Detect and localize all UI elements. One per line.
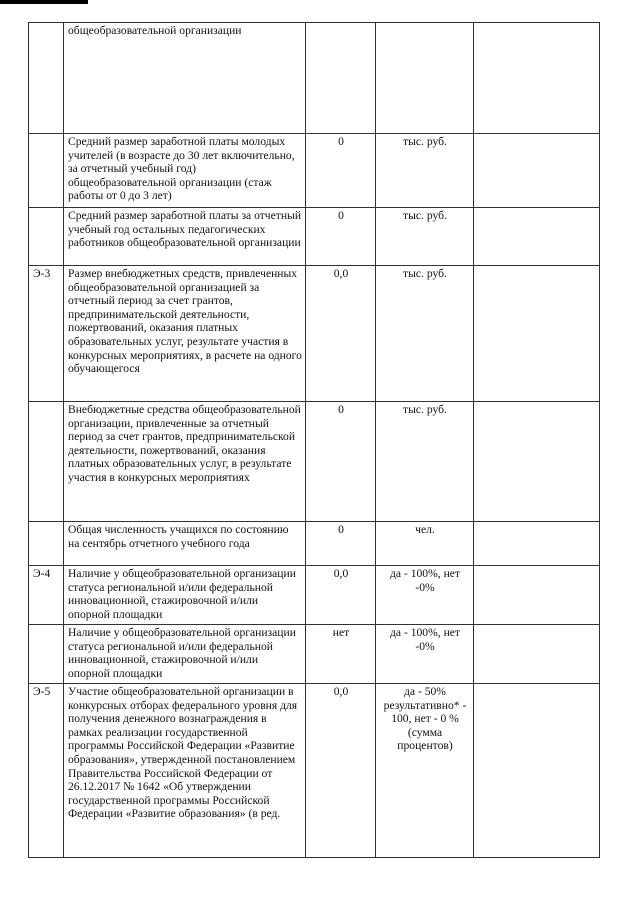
table-row [29, 402, 600, 522]
row-code [29, 522, 64, 566]
row-description: Внебюджетные средства общеобразовательной организации, привлеченные за отчетный период за счет грантов, предпринимательской деятельности, пожертвований, оказания платных образовательных услуг, в результате участия в конкурсных мероприятиях [64, 402, 306, 522]
row-unit: тыс. руб. [376, 266, 474, 402]
row-value: 0,0 [306, 684, 376, 858]
row-value: 0 [306, 134, 376, 208]
row-description: Средний размер заработной платы молодых учителей (в возрасте до 30 лет включительно, за отчетный учебный год) общеобразовательной организации (стаж работы от 0 до 3 лет) [64, 134, 306, 208]
table-row [29, 208, 600, 266]
row-score-cell [474, 208, 600, 266]
row-code: Э-3 [29, 266, 64, 402]
row-unit: тыс. руб. [376, 208, 474, 266]
row-value: 0,0 [306, 266, 376, 402]
row-unit: да - 50% результативно* - 100, нет - 0 % (сумма процентов) [376, 684, 474, 858]
row-code [29, 208, 64, 266]
table-row [29, 684, 600, 858]
row-score-cell [474, 402, 600, 522]
row-value: 0,0 [306, 566, 376, 625]
row-unit: тыс. руб. [376, 402, 474, 522]
criteria-table [28, 22, 600, 858]
row-value: 0 [306, 208, 376, 266]
row-description: Общая численность учащихся по состоянию на сентябрь отчетного учебного года [64, 522, 306, 566]
row-code: Э-4 [29, 566, 64, 625]
row-description: Наличие у общеобразовательной организации статуса региональной и/или федеральной инновационной, стажировочной и/или опорной площадки [64, 625, 306, 684]
row-score-cell [474, 522, 600, 566]
row-value: 0 [306, 522, 376, 566]
row-code [29, 402, 64, 522]
row-description: Наличие у общеобразовательной организации статуса региональной и/или федеральной инновационной, стажировочной и/или опорной площадки [64, 566, 306, 625]
row-value: 0 [306, 402, 376, 522]
table-row [29, 566, 600, 625]
row-unit: тыс. руб. [376, 134, 474, 208]
row-code [29, 134, 64, 208]
table-row [29, 266, 600, 402]
row-score-cell [474, 266, 600, 402]
row-unit [376, 23, 474, 134]
row-score-cell [474, 134, 600, 208]
table-row [29, 522, 600, 566]
row-code: Э-5 [29, 684, 64, 858]
table-row [29, 23, 600, 134]
row-score-cell [474, 23, 600, 134]
row-score-cell [474, 566, 600, 625]
row-description: общеобразовательной организации [64, 23, 306, 134]
row-value [306, 23, 376, 134]
row-unit: да - 100%, нет -0% [376, 566, 474, 625]
table-row [29, 625, 600, 684]
row-score-cell [474, 684, 600, 858]
row-unit: да - 100%, нет -0% [376, 625, 474, 684]
table-row [29, 134, 600, 208]
header-rule [0, 0, 88, 4]
row-description: Размер внебюджетных средств, привлеченных общеобразовательной организацией за отчетный период за счет грантов, предпринимательской деятельности, пожертвований, оказания платных образовательных услуг, результате участия в конкурсных мероприятиях, в расчете на одного обучающегося [64, 266, 306, 402]
row-value: нет [306, 625, 376, 684]
row-code [29, 23, 64, 134]
row-description: Участие общеобразовательной организации в конкурсных отборах федерального уровня для получения денежного вознаграждения в рамках реализации государственной программы Российской Федерации «Развитие образования», утвержденной постановлением Правительства Российской Федерации от 26.12.2017 № 1642 «Об утверждении государственной программы Российской Федерации «Развитие образования» (в ред. [64, 684, 306, 858]
row-description: Средний размер заработной платы за отчетный учебный год остальных педагогических работников общеобразовательной организации [64, 208, 306, 266]
row-unit: чел. [376, 522, 474, 566]
row-score-cell [474, 625, 600, 684]
row-code [29, 625, 64, 684]
